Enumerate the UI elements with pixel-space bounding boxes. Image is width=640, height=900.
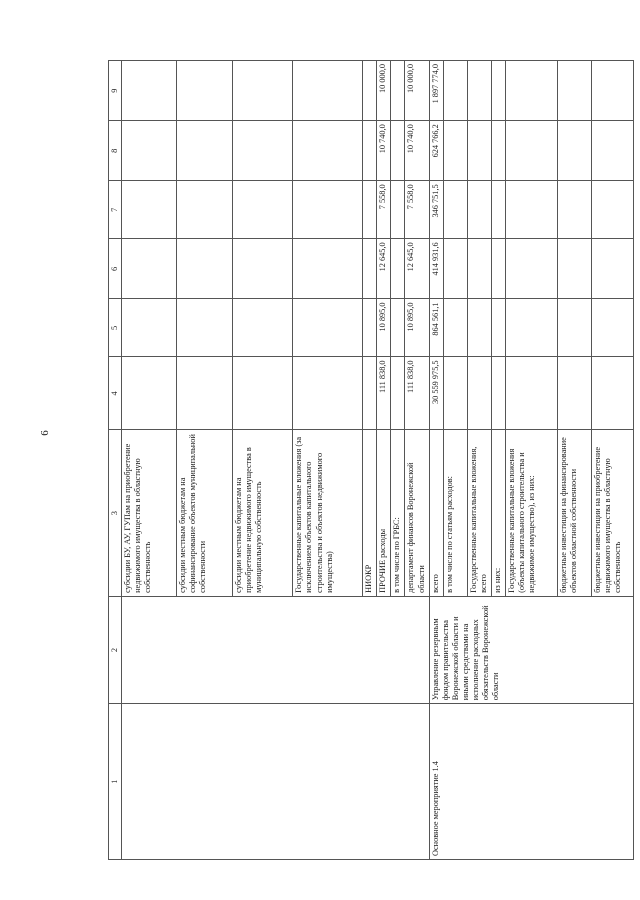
col2-blank-cell	[122, 596, 430, 703]
value-cell: 864 561,1	[429, 299, 443, 357]
value-cell: 10 000,0	[377, 61, 391, 121]
value-cell	[467, 181, 491, 239]
value-cell	[491, 357, 505, 430]
value-cell: 12 645,0	[377, 239, 391, 299]
value-cell	[591, 299, 633, 357]
row-label: в том числе по ГРБС:	[391, 430, 405, 596]
value-cell	[391, 121, 405, 181]
value-cell	[467, 299, 491, 357]
value-cell	[491, 61, 505, 121]
row-label: субсидии местным бюджетам на софинансирование объектов муниципальной собственности	[177, 430, 233, 596]
value-cell	[122, 357, 177, 430]
value-cell	[591, 239, 633, 299]
value-cell	[443, 121, 467, 181]
value-cell	[233, 61, 293, 121]
value-cell	[505, 299, 557, 357]
value-cell	[293, 181, 363, 239]
value-cell	[505, 357, 557, 430]
value-cell	[363, 299, 377, 357]
value-cell: 7 558,0	[377, 181, 391, 239]
value-cell	[443, 61, 467, 121]
row-label: в том числе по статьям расходов:	[443, 430, 467, 596]
value-cell	[177, 299, 233, 357]
row-label: Государственные капитальные вложения (за исключением объектов капитального строительства и объектов недвижимого имущества)	[293, 430, 363, 596]
financing-table	[108, 60, 634, 860]
table-row	[122, 61, 177, 860]
row-label: Государственные капитальные вложения (объекты капитального строительства и недвижимое имущество), из них:	[505, 430, 557, 596]
row-label: НИОКР	[363, 430, 377, 596]
row-label: субсидии местным бюджетам на приобретение недвижимого имущества в муниципальную собственность	[233, 430, 293, 596]
value-cell: 10 895,0	[405, 299, 429, 357]
value-cell	[363, 239, 377, 299]
value-cell: 10 740,0	[405, 121, 429, 181]
value-cell	[391, 357, 405, 430]
value-cell	[505, 239, 557, 299]
value-cell	[177, 239, 233, 299]
value-cell	[233, 181, 293, 239]
value-cell	[591, 181, 633, 239]
value-cell	[557, 357, 591, 430]
value-cell: 7 558,0	[405, 181, 429, 239]
value-cell	[467, 121, 491, 181]
value-cell	[177, 61, 233, 121]
value-cell	[491, 299, 505, 357]
value-cell: 346 751,5	[429, 181, 443, 239]
value-cell: 414 931,6	[429, 239, 443, 299]
row-label: бюджетные инвестиции на приобретение недвижимого имущества в областную собственность	[591, 430, 633, 596]
col1-blank-cell	[122, 704, 430, 860]
value-cell	[233, 239, 293, 299]
value-cell	[293, 121, 363, 181]
row-label: департамент финансов Воронежской области	[405, 430, 429, 596]
column-number: 2	[109, 596, 122, 703]
value-cell	[177, 357, 233, 430]
value-cell	[491, 181, 505, 239]
column-number: 3	[109, 430, 122, 596]
value-cell	[491, 121, 505, 181]
value-cell: 1 897 774,0	[429, 61, 443, 121]
value-cell	[293, 357, 363, 430]
row-label: из них:	[491, 430, 505, 596]
value-cell	[467, 61, 491, 121]
value-cell	[391, 61, 405, 121]
value-cell	[591, 61, 633, 121]
value-cell	[467, 239, 491, 299]
value-cell	[122, 239, 177, 299]
value-cell	[443, 299, 467, 357]
column-number: 1	[109, 704, 122, 860]
value-cell	[233, 299, 293, 357]
value-cell	[557, 61, 591, 121]
value-cell	[122, 299, 177, 357]
rotated-table-container	[108, 60, 634, 860]
value-cell: 10 740,0	[377, 121, 391, 181]
value-cell	[443, 239, 467, 299]
value-cell	[122, 61, 177, 121]
column-number: 9	[109, 61, 122, 121]
page-number: 6	[38, 430, 51, 436]
value-cell	[467, 357, 491, 430]
value-cell	[505, 181, 557, 239]
value-cell	[505, 121, 557, 181]
value-cell: 111 838,0	[405, 357, 429, 430]
value-cell	[491, 239, 505, 299]
value-cell	[557, 239, 591, 299]
column-number: 8	[109, 121, 122, 181]
table-row	[429, 61, 443, 860]
row-label: субсидии БУ, АУ, ГУПам на приобретение недвижимого имущества в областную собственность	[122, 430, 177, 596]
value-cell	[363, 357, 377, 430]
value-cell	[363, 61, 377, 121]
value-cell	[293, 299, 363, 357]
value-cell: 12 645,0	[405, 239, 429, 299]
value-cell: 624 766,2	[429, 121, 443, 181]
event-description: Управление резервным фондом правительства Воронежской области и иными средствами на исполнение расходных обязательств Воронежской области	[429, 596, 633, 703]
value-cell	[122, 181, 177, 239]
value-cell: 10 895,0	[377, 299, 391, 357]
value-cell: 10 000,0	[405, 61, 429, 121]
value-cell	[293, 239, 363, 299]
row-label: ПРОЧИЕ расходы	[377, 430, 391, 596]
value-cell	[363, 181, 377, 239]
value-cell	[233, 121, 293, 181]
value-cell	[391, 181, 405, 239]
column-number: 7	[109, 181, 122, 239]
column-number: 4	[109, 357, 122, 430]
column-number: 6	[109, 239, 122, 299]
value-cell	[391, 239, 405, 299]
column-number-row	[109, 61, 122, 860]
value-cell	[557, 121, 591, 181]
value-cell: 30 559 975,5	[429, 357, 443, 430]
value-cell	[443, 357, 467, 430]
column-number: 5	[109, 299, 122, 357]
event-code: Основное мероприятие 1.4	[429, 704, 633, 860]
value-cell: 111 838,0	[377, 357, 391, 430]
value-cell	[557, 299, 591, 357]
row-label: всего	[429, 430, 443, 596]
row-label: бюджетные инвестиции на финансирование объектов областной собственности	[557, 430, 591, 596]
value-cell	[233, 357, 293, 430]
value-cell	[591, 357, 633, 430]
value-cell	[293, 61, 363, 121]
value-cell	[363, 121, 377, 181]
row-label: Государственные капитальные вложения, всего	[467, 430, 491, 596]
value-cell	[391, 299, 405, 357]
value-cell	[122, 121, 177, 181]
value-cell	[443, 181, 467, 239]
value-cell	[177, 181, 233, 239]
value-cell	[177, 121, 233, 181]
value-cell	[557, 181, 591, 239]
value-cell	[591, 121, 633, 181]
value-cell	[505, 61, 557, 121]
